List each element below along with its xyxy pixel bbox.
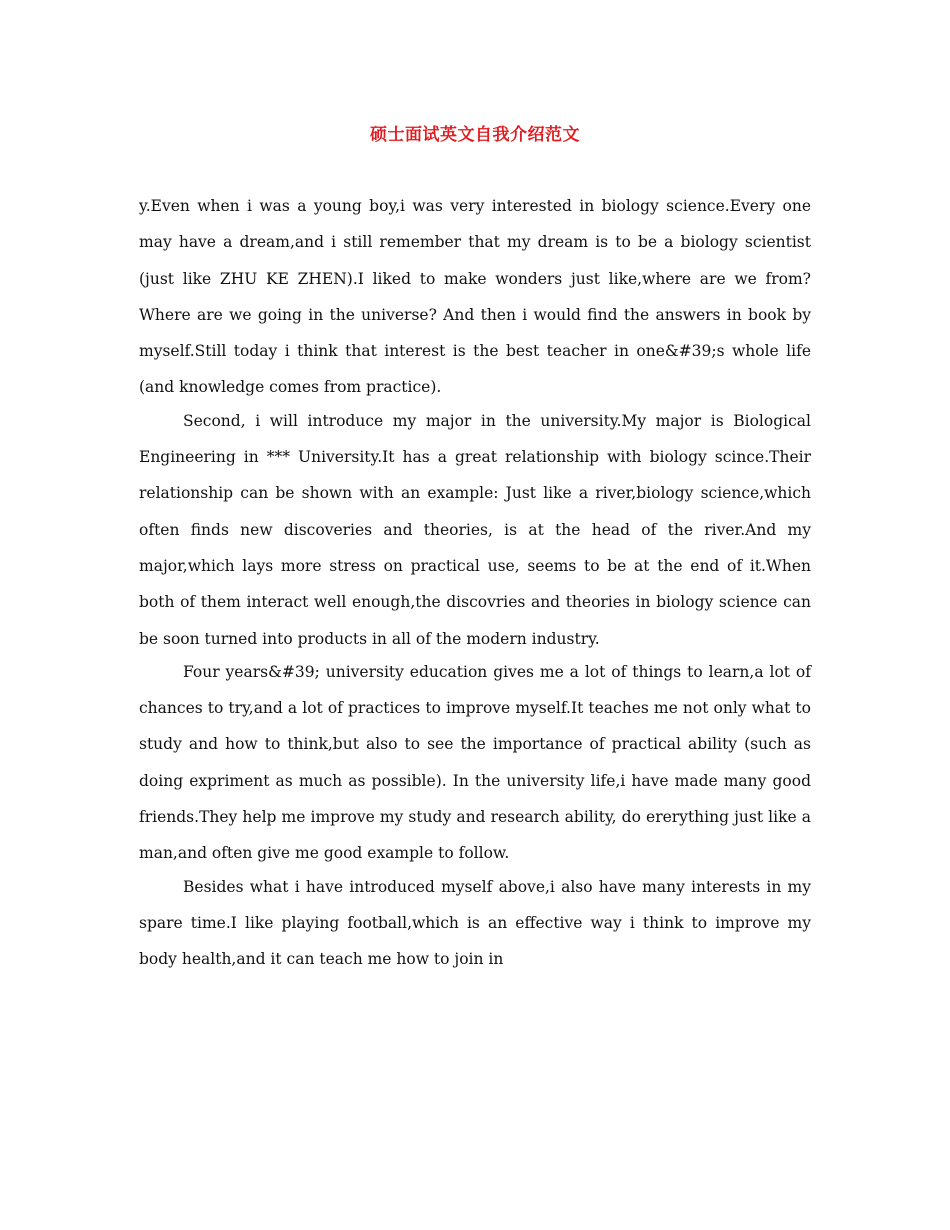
document-body [139, 188, 811, 975]
paragraph-2: Second, i will introduce my major in the university.My major is Biological Engineering in *** University.It has a great relationship with biology scince.Their relationship can be shown with an example: Just like a river,biology science,which often finds new discoveries and theories, is at the head of the river.And my major,which lays more stress on practical use, seems to be at the end of it.When both of them interact well enough,the discovries and theories in biology science can be soon turned into products in all of the modern industry. [139, 411, 811, 648]
paragraph-1: y.Even when i was a young boy,i was very interested in biology science.Every one may have a dream,and i still remember that my dream is to be a biology scientist (just like ZHU KE ZHEN).I liked to make wonders just like,where are we from?Where are we going in the universe? And then i would find the answers in book by myself.Still today i think that interest is the best teacher in one&#39;s whole life (and knowledge comes from practice). [139, 197, 811, 397]
paragraph-3: Four years&#39; university education gives me a lot of things to learn,a lot of chances to try,and a lot of practices to improve myself.It teaches me not only what to study and how to think,but also to see the importance of practical ability (such as doing expriment as much as possible). In the university life,i have made many good friends.They help me improve my study and research ability, do ererything just like a man,and often give me good example to follow. [139, 662, 811, 863]
paragraph-4: Besides what i have introduced myself above,i also have many interests in my spare time.I like playing football,which is an effective way i think to improve my body health,and it can teach me how to join in [139, 877, 811, 969]
document-title: 硕士面试英文自我介绍范文 [370, 125, 580, 145]
